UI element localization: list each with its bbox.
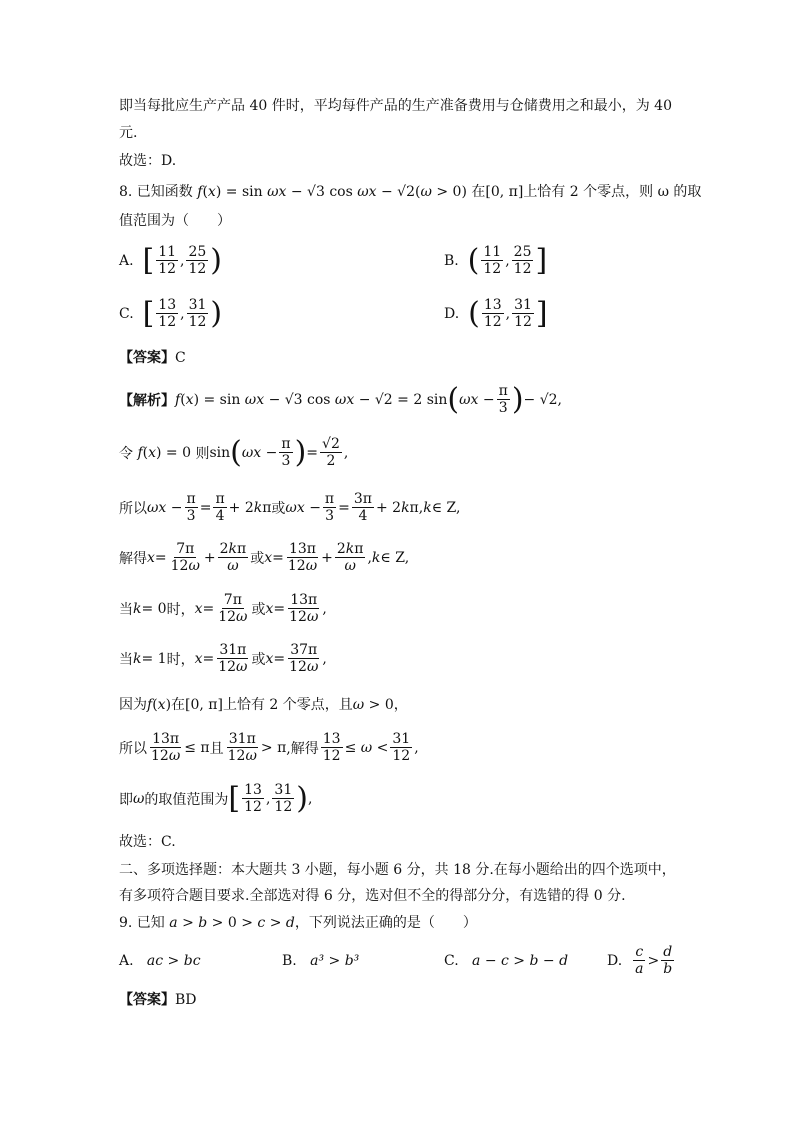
q8-text: 在 <box>471 184 486 200</box>
option-c[interactable] <box>444 953 568 969</box>
analysis-line-7: 因为f(x)在[0, π]上恰有 2 个零点，且ω > 0， <box>119 697 408 713</box>
bracket: ] <box>535 242 548 278</box>
question-9-stem: 9. 已知 a > b > 0 > c > d，下列说法正确的是（ ） <box>119 915 477 931</box>
option-d[interactable]: D. $\frac{c}{a}$ > $\frac{d}{b}$ <box>607 944 673 977</box>
fraction: $\frac{31}{12}$ <box>188 297 207 330</box>
fraction: $\frac{25}{12}$ <box>513 244 532 277</box>
q8-function: f(x) = sin ωx − √3 cos ωx − √2(ω > 0) <box>197 184 467 200</box>
analysis-line-3: 所以 ωx − $\frac{\pi}{3}$ = $\frac{\pi}{4}$ + 2 k π 或 ωx − $\frac{\pi}{3}$ = $\frac{3\pi}{4}$ + 2 k π, k ∈ Z, <box>119 491 461 524</box>
bracket: ( <box>468 295 480 331</box>
analysis-label: 【解析】 <box>119 392 175 409</box>
analysis-line-8: 所以 $\frac{13\pi}{12\omega}$ ≤ π 且 $\frac{31\pi}{12\omega}$ > π ,解得 $\frac{13}{12}$ ≤ ω < $\frac{31}{12}$ , <box>119 731 419 764</box>
section-heading: 二、多项选择题：本大题共 3 小题，每小题 6 分，共 18 分.在每小题给出的四个选项中， <box>119 862 676 878</box>
bracket: ) <box>210 295 223 331</box>
option-label: C. <box>444 953 459 969</box>
fraction: $\frac{25}{12}$ <box>188 244 207 277</box>
option-label: D. <box>607 952 623 969</box>
option-c[interactable]: C. [ $\frac{13}{12}$ , $\frac{31}{12}$ ) <box>119 295 223 331</box>
option-label: A. <box>119 953 134 969</box>
q8-text: 8. 已知函数 <box>119 184 193 200</box>
bracket: ) <box>210 242 223 278</box>
option-label: D. <box>444 305 460 322</box>
option-label: A. <box>119 252 134 269</box>
analysis-line-5: 当 k = 0 时， x = $\frac{7\pi}{12\omega}$ 或 x = $\frac{13\pi}{12\omega}$ , <box>119 592 327 625</box>
option-b[interactable]: B. ( $\frac{11}{12}$ , $\frac{25}{12}$ ] <box>444 242 548 278</box>
option-expr: ac > bc <box>146 953 201 969</box>
option-label: C. <box>119 305 134 322</box>
bracket: ( <box>467 242 480 278</box>
option-a[interactable]: A. [ $\frac{11}{12}$ , $\frac{25}{12}$ ) <box>119 242 223 278</box>
question-8-stem <box>119 182 701 202</box>
option-a[interactable] <box>119 953 201 969</box>
text-line: 元. <box>119 125 138 141</box>
fraction: $\frac{11}{12}$ <box>158 244 177 277</box>
answer-8 <box>119 348 186 368</box>
answer-value: BD <box>175 992 197 1008</box>
analysis-line-1: 【解析】 f(x) = sin ωx − √3 cos ωx − √2 = 2 sin ( ωx − $\frac{\pi}{3}$ ) − √2, <box>119 381 562 417</box>
option-expr: a − c > b − d <box>472 953 569 969</box>
option-b[interactable] <box>282 953 359 969</box>
answer-value: C <box>175 350 186 366</box>
option-d[interactable]: D. ( $\frac{13}{12}$ , $\frac{31}{12}$ ] <box>444 295 548 331</box>
section-heading-2: 有多项符合题目要求.全部选对得 6 分，选对但不全的得部分分，有选错的得 0 分. <box>119 888 626 904</box>
fraction: $\frac{13}{12}$ <box>483 297 502 330</box>
option-expr: a³ > b³ <box>310 953 360 969</box>
answer-9 <box>119 990 197 1010</box>
bracket: ] <box>535 295 548 331</box>
fraction: $\frac{11}{12}$ <box>483 244 502 277</box>
bracket: [ <box>142 242 155 278</box>
analysis-line-6: 当 k = 1 时， x = $\frac{31\pi}{12\omega}$ 或 x = $\frac{37\pi}{12\omega}$ , <box>119 642 327 675</box>
answer-label: 【答案】 <box>119 992 175 1008</box>
fraction: $\frac{13}{12}$ <box>158 297 177 330</box>
text-line: 故选：C. <box>119 834 176 850</box>
question-8-stem-2: 值范围为（ ） <box>119 213 231 229</box>
fraction: $\frac{31}{12}$ <box>514 297 532 330</box>
analysis-line-9: 即 ω 的取值范围为 [ $\frac{13}{12}$ , $\frac{31}{12}$ ) , <box>119 780 313 816</box>
q8-interval: [0, π] <box>485 184 524 200</box>
text-line: 故选：D. <box>119 153 177 169</box>
q8-text: 上恰有 2 个零点，则 ω 的取 <box>523 184 702 200</box>
bracket: [ <box>142 295 155 331</box>
text-line: 即当每批应生产产品 40 件时，平均每件产品的生产准备费用与仓储费用之和最小，为 40 <box>119 98 672 114</box>
option-label: B. <box>282 953 297 969</box>
option-label: B. <box>444 252 459 269</box>
answer-label: 【答案】 <box>119 350 175 366</box>
analysis-line-2: 令 f(x) = 0 则 sin ( ωx − $\frac{\pi}{3}$ ) = $\frac{√2}{2}$ , <box>119 434 349 470</box>
analysis-line-4: 解得 x = $\frac{7\pi}{12\omega}$ + $\frac{2k\pi}{\omega}$ 或 x = $\frac{13\pi}{12\omega}$ + $\frac{2k\pi}{\omega}$ , k ∈ Z, <box>119 541 410 574</box>
